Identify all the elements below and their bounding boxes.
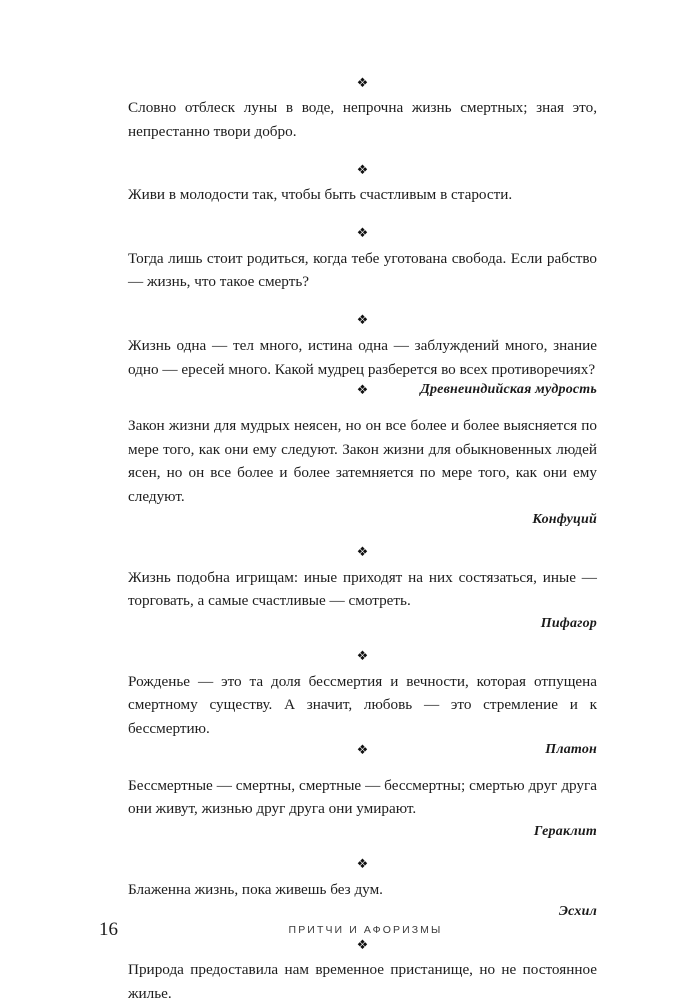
quote-text: Рожденье — это та доля бессмертия и вечности, которая отпущена смертному существу. А значит, любовь — это стремление и к бессмертию.: [128, 672, 597, 737]
diamond-ornament-icon: ❖: [356, 937, 369, 953]
section-ornament: [128, 70, 597, 96]
diamond-ornament-icon: ❖: [356, 75, 369, 91]
quote-attribution: Гераклит: [533, 823, 597, 839]
quote-attribution: Пифагор: [540, 615, 597, 631]
quote-attribution: Конфуций: [532, 511, 597, 527]
running-head: ПРИТЧИ И АФОРИЗМЫ: [288, 924, 443, 936]
section-ornament: [128, 157, 597, 183]
section-ornament: [128, 221, 597, 247]
diamond-ornament-icon: ❖: [356, 742, 369, 758]
quote-text: Жизнь одна — тел много, истина одна — заблуждений много, знание одно — ересей много. Какой мудрец разберется во всех противоречиях?: [128, 336, 597, 378]
quote-text: Блаженна жизнь, пока живешь без дум.: [128, 880, 383, 898]
quote-text: Жизнь подобна игрищам: иные приходят на них состязаться, иные — торговать, а самые счастливые — смотреть.: [128, 568, 597, 610]
ornament-attribution-row: [128, 741, 597, 765]
ornament-attribution-row: [128, 381, 597, 405]
page-footer: [0, 918, 695, 944]
quote-text: Словно отблеск луны в воде, непрочна жизнь смертных; зная это, непрестанно твори добро.: [128, 99, 597, 140]
quote-text: Тогда лишь стоит родиться, когда тебе уготована свобода. Если рабство — жизнь, что такое смерть?: [128, 249, 597, 291]
page-number: 16: [99, 919, 118, 940]
section-ornament: [128, 308, 597, 334]
quote-attribution: Платон: [545, 741, 597, 757]
diamond-ornament-icon: ❖: [356, 313, 369, 329]
quote-text: Закон жизни для мудрых неясен, но он все более и более выясняется по мере того, как они ему следуют. Закон жизни для обыкновенных людей ясен, но он все более и более затемняется по мере того, как они ему следуют.: [128, 417, 597, 505]
section-ornament: [128, 540, 597, 566]
diamond-ornament-icon: ❖: [356, 545, 369, 561]
section-ornament: [128, 644, 597, 670]
diamond-ornament-icon: ❖: [356, 857, 369, 873]
diamond-ornament-icon: ❖: [356, 162, 369, 178]
section-ornament: [128, 852, 597, 878]
diamond-ornament-icon: ❖: [356, 226, 369, 242]
quote-attribution: Эсхил: [558, 904, 597, 920]
quote-text: Живи в молодости так, чтобы быть счастливым в старости.: [128, 186, 513, 204]
quotes-column: [128, 70, 597, 1005]
diamond-ornament-icon: ❖: [356, 383, 369, 399]
quote-text: Природа предоставила нам временное пристанище, но не постоянное жилье.: [128, 961, 597, 1002]
quote-text: Бессмертные — смертны, смертные — бессмертны; смертью друг друга они живут, жизнью друг друга они умирают.: [128, 776, 597, 818]
diamond-ornament-icon: ❖: [356, 649, 369, 665]
quote-attribution: Древнеиндийская мудрость: [420, 382, 597, 398]
